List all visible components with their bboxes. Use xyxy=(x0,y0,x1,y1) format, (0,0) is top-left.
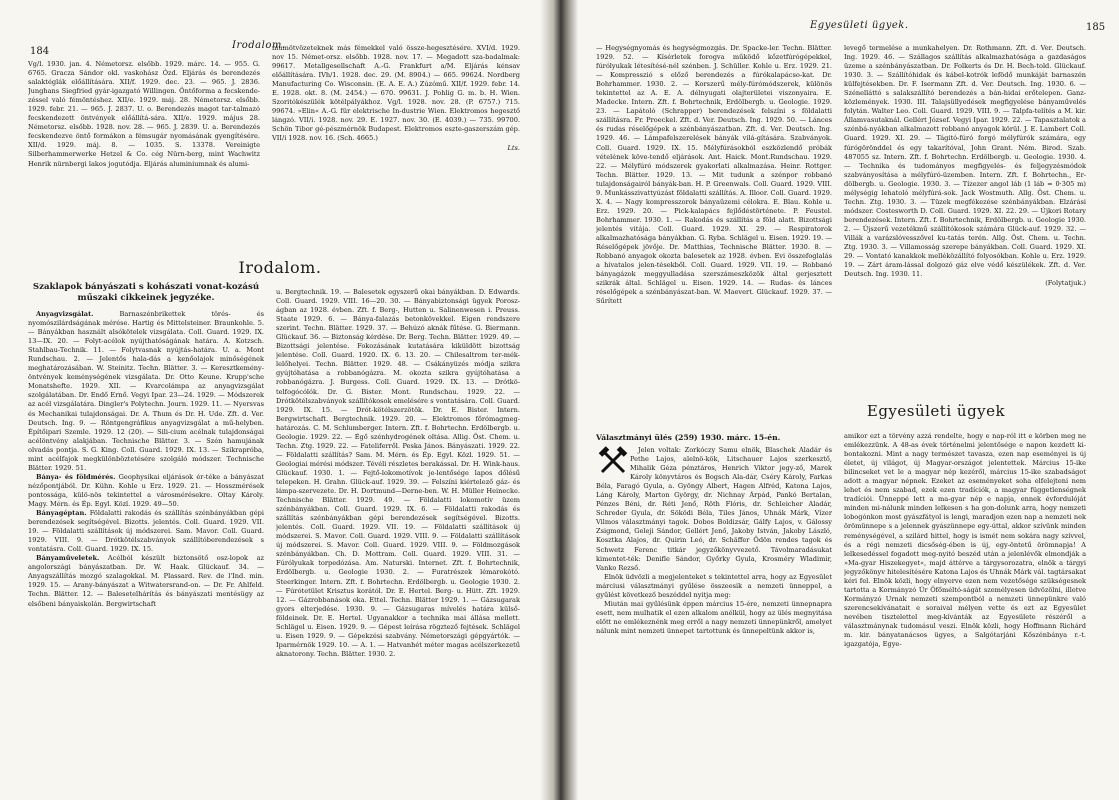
running-head: Irodalom. xyxy=(232,40,286,51)
literature-para-3: Bányagéptan. Földalatti rakodás és szállítás szénbányákban gépi berendezések segítségével. Bizotts. jelentés. Coll. Guard. 1929. VII. 19. — Földalatti szállítások új módszerei. Sam. Mavor. Coll. Guard. 1929. VIII. 9. — Drótkötélszabványok szállítóberendezések s vontatásra. Coll. Guard. 1929. IX. 15. xyxy=(28,509,264,554)
attendance-text: Jelen voltak: Zorkóczy Samu elnök, Blaschek Aladár és Pethe Lajos, alelnö-kök, Litschauer Lajos szerkesztő, Mihalik Géza pénztáros, Henrich Viktor jegy-ző, Marek Károly könyvtáros és Bogsch Ala-dár, Cséry Károly, Farkas Béla, Faragó Gyula, a. Gyöngy Albert, Hagen Alfréd, Katona Lajos, Láng Károly, Marton György, dr. Nichnay Árpád, Pankó Bertalan, Pénzes Béni, dr. Réti Jenő, Röth Flóris, dr. Schleicher Aladár, Schreder Gyula, dr. Söködi Béla, Tiles János, Uhnák Márk, Vízer Vilmos választmányi tagok. Dobos Boldizsár, Gálfy Lajos, v. Gálossy Zsigmond, Geleji Sándor, Gellért Jenő, Jakoby István, Jakoby László, Kosztka Alajos, dr. Quirin Leó, dr. Schäffer Ödön rendes tagok és Schwetz Ferenc titkár jegyzőkönyvvezető. Távolmaradásukat kimentet-ték: Denifle Sándor, Győrky Gyula, Krosméry Wladimir, Vanko Rezső. xyxy=(596,446,832,572)
left-page xyxy=(0,0,540,800)
literature-continued-text-1: — Hegységnyomás és hegységmozgás. Dr. Spacke-ler. Techn. Blätter. 1929. 52. — Kísérletek forogva működő kőzetfúrógépekkel, fúrólyukak létesítésé-nél szénben. J. Schüller. Kohle u. Erz. 1929. 21. — Kompresszió s előző berendezés a fúrókalapácso-kat. Dr. Bohrhammer. 1930. 2. — Korszerű mély-fúrómódszerek, különös tekintettel az A. E. A. délnyugati olajterületei viszonyaira. E. Madecke. Intern. Zft. f. Bohrtechnik, Erdölbergb. u. Geologie. 1929. 23. — Lapátoló (Schrapper) berendezések felszíni s földalatti szállításra. Fr. Proeckel. Zft. d. Ver. Deutsch. Ing. 1929. 50. — Lánces és rudas réselőgépek a szénbányászatban. Zft. d. Ver. Deutsch. Ing. 1929. 46. — Lámpafelszerelések bányák vilá-gítására. Szabványok. Coll. Guard. 1929. IX. 15. Mélyfúrásokból eszközlendő próbák vételének köve-tendő eljárások. Ant. Haick. Mont.Rundschau. 1929. 22. — Mélyfúró módszerek gyakorlati alkalmazása. Heinr. Rottger. Techn. Blätter. 1929. 13. — Mit tudunk a szénpor robbanó tulajdonságairól bányák-ban. H. P. Greenwals. Coll. Guard. 1929. VIII. 9. Munkásszivattyúzást földalatti szállítás. A. Illoor. Coll. Guard. 1929. X. 4. — Nagy kompresszorok bányaüzemi célokra. E. Blau. Kohle u. Erz. 1929. 20. — Pick-kalapács fejlődéstörténete. P. Feustel. Bohrhammer. 1930. 1. — Rakodás és szállítás a föld alatt. Bizottsági jelentés vitája. Coll. Guard. 1929. XI. 29. — Respiratorok alkalmazhatósága bányákban. G. Ryba. Schlägel u. Eisen. 1929. 19. — Réselőgépek jövője. Dr. Matthias, Technische Blätter. 1930. 8. — Robbanó anyagok okozta balesetek az 1928. évben. Evi összefoglalás a hivatalos jelen-tésekből. Coll. Guard. 1929. VII. 19. — Robbanó bányagázok meggyulladása szerszámeszközök által gerjesztett szikrák által. Schlägel u. Eisen. 1929. 14. — Rudas- és lánces réselőgépek a szénbányászat-ban. W. Maevert. Glückauf. 1929. 37. — Sűrített xyxy=(596,44,832,306)
literature-para-4: Bányaműveletek. Acélból készült biztonsötő osz-lopok az angolországi bányászatban. Dr. W. Haak. Glückauf. 34. — Anyagszállítás mozgó szalagokkal. M. Plassard. Rev. de l'Ind. min. 1929. 15. — Arany-bányászat a Witwatersrand-on. — Dr. Fr. Ahlfeld. Techn. Blätter. 12. — Balesetelhárítás és bányászati mentésügy az elsőbeni bányaiskolán. Bergwirtschaft xyxy=(28,554,264,608)
section-heading-egyesuleti: Egyesületi ügyek xyxy=(866,402,1006,420)
meeting-title: Választmányi ülés (259) 1930. márc. 15-én. xyxy=(596,433,781,442)
speech-text: Miután mai gyűlésünk éppen március 15-ére, nemzeti ünnepnapra esett, nem mulhatik el ezen alkalom anélkül, hogy az ülés megnyitása előtt ne emlékeznénk meg erről a nagy nemzeti ünnepünkről, amelyet nálunk mint nemzeti ünnepet tartottunk és ünnepeltünk akkor is, xyxy=(596,599,832,635)
patent-column-2 xyxy=(272,44,520,256)
section-heading-irodalom: Irodalom. xyxy=(238,258,322,277)
literature-continued-text-2: levegő termelése a munkahelyen. Dr. Rothmann. Zft. d. Ver. Deutsch. Ing. 1929. 46. — Szállagos szállítás alkalmazhatósága a gazdaságos üzeme a szénbányászatban. Dr. Folkerts és Dr. H. Bech-told. Glückauf. 1930. 3. — Szállítóhidak és kábel-kotrók lefödő munkáját barnaszén külfejtésekben. Dr. F. Isermann Zft. d. Ver. Deutsch. Ing. 1930. 6. — Szénelláttó s salakszállító berendezés a bán-hidai erőtelepen. Ganz-közlemények. 1930. III. Talajsüllyedések megfigyelése bányaművelés folytán. Walter Leo. Coll. Guard. 1929. VIII. 9. — Talpfa-telítés a M. kir. Államvasutaknál. Gellért József. Vegyi Ipar. 1929. 22. — Tapasztalatok a szénbá-nyákban alkalmazott robbanó anyagok körül. J. E. Lambert Coll. Guard. 1929. XI. 29. — Tágitó-fúró forgó mélyfúrók számára, egy fúrógörönddel és egy takarítóval, John Grant. Ném. Birod. Szab. 487055 sz. Intern. Zft. f. Bohrtechn. Erdölbergb. u. Geologie. 1930. 4. — Technika és tudományos megfigyelés- és feljegyzésmódok szabványosítása a mélyfúró-üzemben. Intern. Zft. f. Bohrtechn., Er-dölbergb. u. Geologie. 1930. 3. — Tízezer angol láb (1 láb = 0·305 m) mélységig lehatoló mélyfúrá-sok. Jack Wostmuth. Allg. Öst. Chem. u. Techn. Ztg. 1930. 3. — Tüzek megfékezése szénbányákban. Elzárási módszer. Costesworth D. Coll. Guard. 1929. XI. 22. 29. — Újkori Rotary berendezések. Intern. Zft. f. Bohrtechnik, Erdölbergb. u. Geologie 1930. 2. — Újszerű vezetékmű szállítókosok számára Glück-auf. 1929. 32. — Villák a varázslóvesszővel ku-tatás terén. Allg. Öst. Chem. u. Techn. Ztg. 1930. 3. — Villamosság szerepe bányákban. Coll. Guard. 1929. XI. 29. — Vontató kanakkok melléközállító folyosókban. Kohle u. Erz. 1929. 19. — Zárt áram-lással dolgozó gáz elve védő készülékek. Zft. d. Ver. Deutsch. Ing. 1930. 11. xyxy=(844,44,1086,279)
page-number: 185 xyxy=(1086,22,1106,33)
book-gutter xyxy=(540,0,578,800)
literature-text-2: u. Bergtechnik. 19. — Balesetek egyszerű okai bányákban. D. Edwards. Coll. Guard. 1929. VIII. 16—20. 30. — Bányabiztonsági ügyek Porosz-ágban az 1928. évben. Zft. f. Berg-, Hutten u. Salinenwesen i. Preuss. Staate 1929. 6. — Bánya-falazás betonkövekkel. Eigen rendszere szerint. Techn. Blätter. 1929. 37. — Behúzó aknák fűtése. G. Biermann. Glückauf. 36. — Biztonság kérdése. Dr. Berg. Techn. Blätter. 1929. 49. — Bizottsági jelentése. Fokozásának kutatására kiküldött bizottság jelentése. Coll. Guard. 1920. IX. 6. 13. 20. — Chilesaltrom ter-mék-lelőhelyei. Techn. Blätter. 1929. 48. — Csákányüzés módja szikra gyújtóhatása a robbanógázra. M. okozta szikra gyújtóhatása a robbanógázra. J. Burgess. Coll. Guard. 1929. IX. 13. — Drótkö-telfogócólók. Dr. G. Bister. Mont. Rundschau. 1929. 22. — Drótkötélszabványok szállítókosok emelésére s vontatására. Coll. Guard. 1929. IX. 15. — Drót-kötélszerzötök. Dr. E. Bister. Intern. Bergwirtschaft. Bergtechnik. 1929. 20. — Elektromos főrómagmeg-határozás. C. M. Schlumberger. Intern. Zft. f. Bohrtechn. Erdölbergb. u. Geologie. 1929. 22. — Égő szénhydrogének oltása. Allig. Öst. Chem. u. Techn. Ztg. 1929. 22. — Fateliferről. Peska János. Bányászati. 1929. 22. — Földalatti szállítás? Sam. M. Mérn. és Ép. Egyl. Közl. 1929. 51. — Geologiai mérési módszer. Tévéli részletes berakással. Dr. H. Wink-haus. Glückauf. 1930. 1. — Fejtő-lokomotívok je-lentősége lapos dőlésű telepeken. H. Grahn. Glück-auf. 1929. 39. — Felszíni kiértelező gáz- és lámpa-szervezete. Dr. H. Dortmund—Derne-ben. W. H. Müller Heinecke. Technische Blätter. 1929. 49. — Földalatti lokomotív üzem szénbányákban. Coll. Guard. 1929. IX. 6. — Földalatti rakodás és szállítás szénbányákban gépi berendezések segítségével. Bizotts. jelentés. Coll. Guard. 1929. VII. 19. — Földalatti szállítások új módszerei. S. Mavor. Coll. Guard. 1929. VIII. 9. — Földalatti szállítások új módszerei. S. Mavor. Coll. Guard. 1929. VIII. 9. — Földmozgások szénbányákban. Ch. D. Mottram. Coll. Guard. 1929. VIII. 31. — Fúrólyukak torpedózása. Am. Naturski. Internet. Zft. f. Bohrtechnik, Erdölbergb. u. Geologie 1930. 2. — Furatrészek lémarokótó. Steerkinger. Intern. Zft. f. Bohrtechn. Erdölbergb. u. Geologie 1930. 2. — Fúrótetület Krisztus korától. Dr. E. Hertel. Berg- u. Hütt. Zft. 1929. 12. — Gázrobbanások oka. Ettel. Techn. Blätter 1929. 1. — Gázsugarak gyors elterjedése. 1930. 9. — Gázsugaras mívelés határa külső-földeinek. Dr. E. Hertel. Ugyanakkor a technika mai állása mellett. Schlägel u. Eisen. 1929. 9. — Gépest leírása rögztező fejtések. Schlägel u. Eisen 1929. 9. — Gépekzési szabvány. Németországi gépgyártók. — Iparmérnök 1929. 10. — A. 1. — Hatvanhét méter magas acélszerkezetű aknatorony. Techn. Blätter. 1930. 2. xyxy=(276,288,520,658)
continued-note: (Folytatjuk.) xyxy=(1045,279,1086,288)
right-page xyxy=(578,0,1119,800)
speech-continued-text: amikor ezt a törvény azzá rendelte, hogy e nap-ról itt e körben meg ne emlékezzünk. A 48-as évek történelmi jelentősége e napon kezdett ki-bontakozni. Mint a nagy természet tavasza, ezen nap eseményei is új életet, új világot, új Magyar-országot jelentettek. Március 15-ike bilincseket vet le a magyar nép kezéről, március 15-ike szabadságot adott a magyar népnek. Ezeket az eseményeket soha elfelejteni nem lehet és nem szabad, ezek ezen tradíciók, a magyar függetlenségnek tradíciói. Ünneppé lett a ma-gyar nép e napja, ennek évfordulóját minden mi-nálunk minden lelkesen s ha gon-dolunk arra, hogy nemzeti lobogónkon most gyászfátyol is lengi, maradjon ezen nap a nemzeti nek örömünnepe s a jelennek gyászünnepe egy-úttal, akkor szívünk minden reménységével, a szilárd hittel, hogy is ismét nem sokára nagy szívvel, és a régi nemzeti dicsőség-ében is új, egy-öntetű örömnapja! A lelkesedéssel fogadott meg-nyitó beszéd után a jelenlévők elmondják a »Ma-gyar Hiszekegyet«, majd áttérve a tárgysorozatra, elnök a tárgyi jegyzőkönyv hitelesítésére Katona Lajos és Uhnák Márk vál. tagtársakat kéri fel. Elnök közli, hogy elnyerve ezen nem vezetősége szükségesnek tartotta a Kormányzó Úr Őfőméltó-ságát személyesen üdvözölni, illetve Kormányzó Urnak nemzeti szempontból a nemzeti ünnepünkre való szerencsekívánatait e soraival mélyen vette és ezt az Egyesület nevében tisztelettel meg-kívánták az Egyesülete részéről a választmánynak tudomásul veszi. Elnök közli, hogy Hoffmann Richárd m. kir. bányatanácsos ügyes, a Salgótarjáni Kőszénbánya r.-t. igazgatója, Egye- xyxy=(844,432,1086,649)
patent-text-1: Vg/l. 1930. jan. 4. Németorsz. elsőbb. 1929. márc. 14. — 955. G. 6765. Gracza Sándor okl. vaskohász Ózd. Eljárás és berendezés salaktéglák előállítására. XII/f. 1929. dec. 23. — 965. J. 2836. Junghans Siegfried gyár-igazgató Willingen. Öntőforma a fecskende-zéssel való fémöntéshez. XII/e. 1929. máj. 28. Németorsz. elsőbb. 1929. febr. 21. — 965. J. 2837. U. o. Berendezés magot tar-talmazó fecskendezett öntvények előállítá-sára. XII/e. 1929. május 28. Németorsz. elsőbb. 1928. nov. 28. — 965. J. 2839. U. a. Berendezés fecskendezve öntő formákon a fémsugár nyomásának gyengítésére. XII/d. 1929. máj. 8. — 1035. S. 13378. Vereinigte Silberhammerwerke Hetzel & Co. cég Nürn-berg, mint Wachwitz Henrik nürnbergi lakos jogutódja. Eljárás aluminiumnak és alumi- xyxy=(28,60,260,168)
signature: Lts. xyxy=(507,143,520,152)
literature-column-1 xyxy=(28,310,264,792)
patent-column-1 xyxy=(28,60,260,256)
literature-continued-column-2 xyxy=(844,44,1086,396)
literature-continued-column-1 xyxy=(596,44,832,396)
page-number: 184 xyxy=(30,46,50,57)
literature-section-title: Szaklapok bányászati s kohászati vonat-kozású műszaki cikkeinek jegyzéke. xyxy=(32,282,260,303)
meeting-column-1 xyxy=(596,446,832,792)
patent-text-2: niumötvözeteknek más fémekkel való össze-hegesztésére. XVI/d. 1929. nov 15. Német-orsz. elsőbb. 1928. nov. 17. — Megadott sza-badalmak: 99617. Metallgesellschaft A.-G. Frankfurt a/M. Eljárás kénsav előállítására. IVh/1. 1928. dec. 29. (M. 8904.) — 665. 99624. Nordberg Manufacturing Co. Wisconsin. (E. A. E. A.) Zúzómű. XII/f. 1929. febr. 14. E. 1928. okt. 8. (M. 2454.) — 670. 99631. J. Pohlig G. m. b. H. Wien. Szoritókészülék kötélpályákhoz. Vg/l. 1928. nov. 28. (P. 6757.) 715. 99674. »Elin« A.-G. für elektrische In-dustrie Wien. Elektromos hegesztő lángzó. VII/i. 1928. nov. 29. E. 1927. nov. 30. (E. 4039.) — 735. 99700. Schön Tibor gé-pészmérnök Budapest. Elektromos eszte-gaszerszám gép. VII/i 1928. nov. 16. (Sch. 4665.) xyxy=(272,44,520,143)
literature-para-1: Anyagvizsgálat. Barnaszénbrikettek törés- és nyomószilárdságának mérése. Hartig és Mittelsteiner. Braunkohle. 5. — Bányákban használt alsókötelek vizsgálata. Coll. Guard. 1929. IX. 13—IX. 20. — Folyt-acélok nyújthatóságának határa. A. Kotzsch. Stahlbau-Technik. 11. — Folytvasnak nyújtás-határa. U. a. Mont Rundschau. 2. — Jelentős hala-dás a kenőolajok minőségének meghatározásában. W. Steinitz. Techn. Blätter. 3. — Keresztkemény-öntvények keménységének vizsgálata. Dr. Otto Keune. Krupp'sche Monatshefte. 1929. XII. — Kvarcolámpa az anyagvizsgálat szolgálatában. Dr. Endő Ernő. Vegyi Ipar. 23—24. 1929. — Módszerek az acél vizsgálatára. Dingler's Polytechn. Journ. 1929. 11. — Nyersvas és Mechanikai tulajdonságai. Dr. A. Thum és Dr. H. Ude. Zft. d. Ver. Deutsch. Ing. 9. — Röntgengráfikus anyagvizsgálat a mű-helyben. Építőipari Szemle. 1929. 12 (20). — Sili-cium acélnak tulajdonságai acélöntvény alakjában. Technische Blätter. 3. — Szén hamujának olvadás pontja. S. G. King. Coll. Guard. 1929. IX. 13. — Szikrapróba, mint acélfajok megkülönböztetésére szolgáló módszer. Technische Blätter. 1929. 51. xyxy=(28,310,264,472)
running-head: Egyesületi ügyek. xyxy=(810,20,909,31)
meeting-column-2 xyxy=(844,432,1086,792)
literature-para-2: Bánya- és földmérés. Geophysikai eljárások ér-téke a bányászat nézőpontjából. Dr. Kühn. Kohle u Erz. 1929. 21. — Hosszmérések pontossága, külö-nös tekintettel a városmérésekre. Oltay Károly. Magy. Mérn. és Ép. Egyl. Közl. 1929. 49—50. xyxy=(28,472,264,508)
opening-text: Elnök üdvözli a megjelenteket s tekintettel arra, hogy az Egyesület márciusi választmányi gyűlése összeesik a nemzeti ünneppel, a gyűlést következő beszéddel nyitja meg: xyxy=(596,572,832,599)
literature-column-2 xyxy=(276,288,520,792)
